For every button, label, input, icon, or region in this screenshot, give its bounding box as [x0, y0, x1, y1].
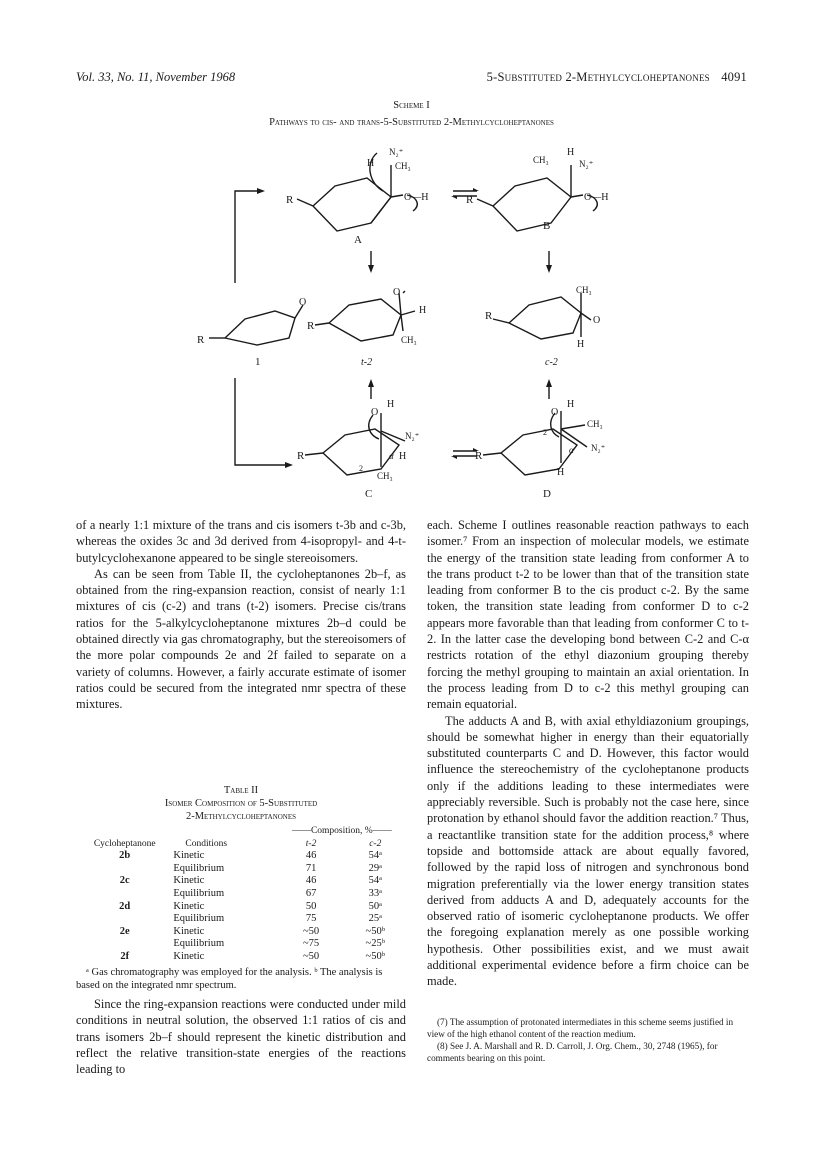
column-header: c-2 — [369, 838, 382, 849]
table-cell — [76, 888, 173, 901]
atom-r-c: R — [297, 450, 305, 462]
paragraph: As can be seen from Table II, the cycloheptanones 2b–f, as obtained from the ring-expansion reaction, consist of nearly 1:1 mixtures of cis (c-2) and trans (t-2) isomers. Precise cis/trans ratios for the 5-alkylcycloheptanone mixtures 2b–d could be obtained directly via gas chromatography, but the stereoisomers of the more polar compounds 2e and 2f failed to separate on a variety of columns. However, a fairly accurate estimate of isomer ratios could be secured from the integrated nmr spectra of these mixtures. — [76, 566, 406, 712]
table-cell: ~50ᵇ — [365, 950, 385, 962]
table-cell — [76, 913, 173, 926]
table-ii — [76, 784, 406, 992]
table-cell: Kinetic — [173, 850, 205, 862]
table-cell: 46 — [305, 875, 317, 887]
table-footnotes: ᵃ Gas chromatography was employed for the analysis. ᵇ The analysis is based on the integrated nmr spectrum. — [76, 966, 383, 991]
table-cell: 2e — [119, 925, 130, 937]
table-cell: Kinetic — [173, 950, 205, 962]
footnote-8: (8) See J. A. Marshall and R. D. Carroll, J. Org. Chem., 30, 2748 (1965), for comments bearing on this point. — [427, 1041, 718, 1063]
flow-bracket-bottom — [235, 378, 293, 468]
column-header: t-2 — [305, 838, 317, 849]
table-cell: ~50 — [302, 925, 320, 937]
atom-n2-c: N₂⁺ — [405, 431, 420, 441]
table-cell: 71 — [305, 862, 317, 874]
conformer-a — [286, 147, 428, 246]
atom-r-a: R — [286, 194, 294, 206]
table-group-header-row — [76, 825, 406, 838]
table-cell: 50ᵃ — [368, 900, 382, 912]
atom-alpha-d: α — [569, 445, 574, 455]
atom-h-d-top: H — [567, 399, 575, 410]
table-cell: 54ᵃ — [368, 850, 382, 862]
table-header-row — [76, 838, 406, 851]
table-cell: Kinetic — [173, 925, 205, 937]
page-number: 4091 — [721, 70, 747, 84]
running-header-volume: Vol. 33, No. 11, November 1968 — [76, 70, 236, 84]
scheme-title: Scheme I — [393, 100, 430, 111]
table-cell: Equilibrium — [173, 913, 225, 925]
compound-1 — [197, 297, 306, 368]
atom-2-c: 2 — [359, 464, 363, 473]
atom-n2-b: N₂⁺ — [579, 159, 594, 169]
paragraph: The adducts A and B, with axial ethyldiazonium groupings, should be somewhat higher in energy than their equatorially substituted counterparts C and D. However, this factor would influence the stereochemistry of the cycloheptanone products only if the additions leading to these intermediates were appreciably reversible. Such is probably not the case here, since protonation by ethanol should favor the addition reaction.⁷ Thus, a reactantlike transition state for the addition process,⁸ where topside and bottomside attack are about equally favored, followed by the rapid loss of nitrogen and synchronous bond migration preferentially via the lower energy transition states derived from adducts A and D, adequately accounts for the observed ratio of isomeric cycloheptanone products. We offer the foregoing explanation merely as one possible working hypothesis. Other possibilities exist, and we must await additional experimental evidence before a firm choice can be made. — [427, 713, 749, 989]
atom-h-c-top: H — [387, 399, 395, 410]
atom-h-c2: H — [577, 339, 585, 350]
paragraph: each. Scheme I outlines reasonable reaction pathways to each isomer.⁷ From an inspection of molecular models, we estimate the energy of the transition state leading from conformer A to the trans product t-2 to be lower than that of the transition state leading from conformer B to the cis product c-2. By the same token, the transition state leading from conformer D to c-2 appears more favorable than that leading from conformer C to t-2. In the latter case the developing bond between C-2 and C-α restricts rotation of the ethyl diazonium grouping thereby forcing the methyl grouping to maintain an axial orientation. In the process leading from D to c-2 this methyl grouping can remain equatorial. — [427, 518, 749, 712]
table-cell: 2b — [119, 850, 131, 862]
atom-2-d: 2 — [543, 428, 547, 437]
table-cell: 33ᵃ — [368, 887, 382, 899]
atom-r-c2: R — [485, 310, 493, 322]
label-a: A — [354, 234, 362, 246]
label-1: 1 — [255, 356, 261, 368]
equilibrium-arrow-ab — [451, 188, 479, 199]
conformer-c — [297, 399, 420, 500]
arrow-d-to-c2 — [546, 379, 552, 399]
atom-ch3-a: CH₃ — [395, 161, 411, 171]
atom-r-1: R — [197, 334, 205, 346]
table-cell: Kinetic — [173, 875, 205, 887]
table-row — [76, 875, 406, 888]
atom-o-t2: O — [393, 287, 401, 298]
running-header-article: 5-Substituted 2-Methylcycloheptanones — [486, 70, 710, 84]
atom-h-t2: H — [419, 305, 427, 316]
label-b: B — [543, 220, 551, 232]
table-row — [76, 901, 406, 914]
left-column-bottom — [76, 996, 406, 1077]
table-row — [76, 913, 406, 926]
atom-n2-d: N₂⁺ — [591, 443, 606, 453]
table-cell: Equilibrium — [173, 862, 225, 874]
label-d: D — [543, 488, 551, 500]
table-cell — [76, 863, 173, 876]
table-cell — [76, 938, 173, 951]
atom-r-t2: R — [307, 320, 315, 332]
label-t2: t-2 — [361, 357, 373, 368]
table-row — [76, 951, 406, 964]
arrow-a-to-t2 — [368, 251, 374, 273]
table-cell: 2d — [119, 900, 131, 912]
atom-r-b: R — [466, 194, 474, 206]
table-cell: 54ᵃ — [368, 875, 382, 887]
table-cell: 67 — [305, 887, 317, 899]
table-caption-line1: Isomer Composition of 5-Substituted — [164, 798, 318, 809]
scheme-subtitle: Pathways to cis- and trans-5-Substituted 2-Methylcycloheptanones — [269, 117, 554, 128]
table-cell: ~25ᵇ — [365, 938, 385, 950]
table-cell: 29ᵃ — [368, 862, 382, 874]
conformer-b — [466, 147, 608, 232]
running-header-title — [487, 70, 747, 85]
atom-ch3-t2: CH₃ — [401, 335, 417, 345]
composition-group-header: ——Composition, %—— — [291, 826, 392, 836]
atom-h-d: H — [557, 467, 565, 478]
arrow-b-to-c2 — [546, 251, 552, 273]
atom-oh-a: O—H — [404, 192, 429, 203]
label-c: C — [365, 488, 373, 500]
compound-c2 — [485, 285, 600, 368]
table-cell: Equilibrium — [173, 938, 225, 950]
table-caption-line2: 2-Methylcycloheptanones — [185, 811, 297, 822]
atom-r-d: R — [475, 450, 483, 462]
atom-o-c: O — [371, 407, 379, 418]
table-cell: ~50 — [302, 950, 320, 962]
atom-h-c: H — [399, 451, 407, 462]
paragraph: Since the ring-expansion reactions were conducted under mild conditions in neutral solution, the observed 1:1 ratios of cis and trans isomers 2b–f should represent the kinetic distribution and reflect the relative transition-state energies of the reactions leading to — [76, 997, 406, 1077]
atom-ch3-b: CH₃ — [533, 155, 549, 165]
table-row — [76, 850, 406, 863]
table-cell: 46 — [305, 850, 317, 862]
atom-ch3-c: CH₃ — [377, 471, 393, 481]
atom-oh-b: O—H — [584, 192, 609, 203]
arrow-c-to-t2 — [368, 379, 374, 399]
atom-alpha-c: α — [389, 451, 394, 461]
table-row — [76, 938, 406, 951]
conformer-d — [475, 399, 606, 500]
paragraph: of a nearly 1:1 mixture of the trans and cis isomers t-3b and c-3b, whereas the oxides 3c and 3d derived from 4-isopropyl- and 4-t-butylcyclohexanone appeared to be single stereoisomers. — [76, 518, 406, 565]
atom-o-1: O — [299, 297, 307, 308]
column-header: Cycloheptanone — [93, 838, 156, 849]
compound-t2 — [307, 287, 426, 368]
table-cell: 75 — [305, 913, 317, 925]
left-column-top — [76, 517, 406, 713]
column-header: Conditions — [185, 838, 228, 849]
table-row — [76, 926, 406, 939]
atom-o-d: O — [551, 407, 559, 418]
footnotes — [427, 1017, 749, 1065]
table-body — [76, 825, 406, 964]
table-row — [76, 888, 406, 901]
atom-n2-a: N₂⁺ — [389, 147, 404, 157]
right-column — [427, 517, 749, 990]
table-cell: ~50ᵇ — [365, 925, 385, 937]
table-cell: Kinetic — [173, 900, 205, 912]
table-cell: 50 — [305, 900, 317, 912]
atom-h-a: H — [367, 158, 375, 169]
table-row — [76, 863, 406, 876]
atom-ch3-d: CH₃ — [587, 419, 603, 429]
table-cell: Equilibrium — [173, 887, 225, 899]
flow-bracket-top — [235, 188, 265, 283]
table-cell: 25ᵃ — [368, 913, 382, 925]
label-c2: c-2 — [545, 357, 558, 368]
table-cell: 2c — [119, 875, 130, 887]
atom-h-b: H — [567, 147, 575, 158]
atom-ch3-c2: CH₃ — [576, 285, 592, 295]
table-cell: ~75 — [302, 938, 320, 950]
footnote-7: (7) The assumption of protonated intermediates in this scheme seems justified in view of the high ethanol content of the reaction medium. — [427, 1017, 734, 1039]
atom-o-c2: O — [593, 315, 601, 326]
table-cell: 2f — [120, 950, 130, 962]
reaction-scheme — [195, 133, 635, 503]
table-title: Table II — [223, 785, 259, 796]
